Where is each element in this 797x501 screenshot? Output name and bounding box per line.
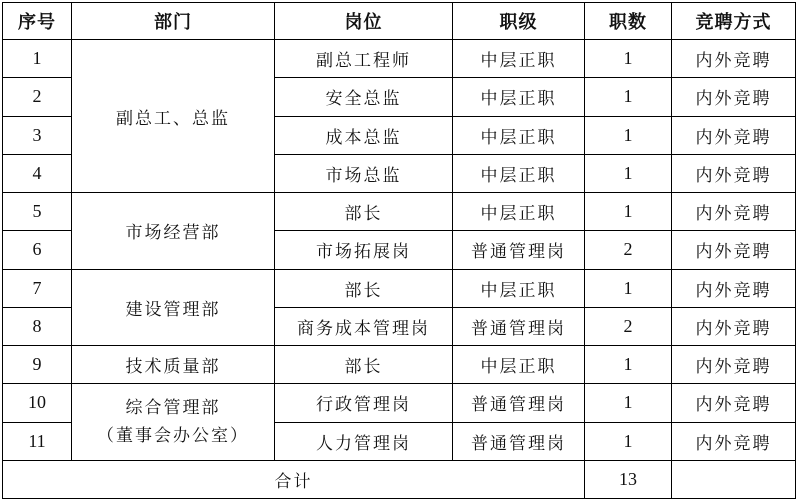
count-cell: 1 [585,269,672,307]
position-cell: 部长 [275,269,453,307]
position-cell: 部长 [275,346,453,384]
count-cell: 1 [585,346,672,384]
total-label: 合计 [3,460,585,498]
header-method: 竞聘方式 [672,3,796,40]
recruitment-table [2,2,796,499]
count-cell: 1 [585,422,672,460]
position-cell: 行政管理岗 [275,384,453,422]
level-cell: 中层正职 [453,116,585,154]
level-cell: 普通管理岗 [453,307,585,345]
table-header-row [3,3,796,40]
table-row [3,40,796,78]
table-row [3,346,796,384]
method-cell: 内外竞聘 [672,40,796,78]
table-row [3,269,796,307]
row-index: 7 [3,269,72,307]
method-cell: 内外竞聘 [672,307,796,345]
level-cell: 中层正职 [453,78,585,116]
header-index: 序号 [3,3,72,40]
row-index: 4 [3,154,72,192]
position-cell: 人力管理岗 [275,422,453,460]
department-name: 综合管理部 [125,398,221,418]
row-index: 2 [3,78,72,116]
level-cell: 中层正职 [453,269,585,307]
row-index: 3 [3,116,72,154]
count-cell: 1 [585,384,672,422]
position-cell: 部长 [275,193,453,231]
method-cell: 内外竞聘 [672,384,796,422]
table-row [3,193,796,231]
table-row [3,384,796,422]
count-cell: 1 [585,116,672,154]
position-cell: 安全总监 [275,78,453,116]
method-cell: 内外竞聘 [672,193,796,231]
row-index: 5 [3,193,72,231]
total-method-empty [672,460,796,498]
count-cell: 1 [585,78,672,116]
department-cell [72,384,275,461]
department-subtitle: （董事会办公室） [97,426,249,446]
level-cell: 普通管理岗 [453,231,585,269]
row-index: 11 [3,422,72,460]
position-cell: 市场拓展岗 [275,231,453,269]
header-position: 岗位 [275,3,453,40]
method-cell: 内外竞聘 [672,269,796,307]
method-cell: 内外竞聘 [672,78,796,116]
total-count: 13 [585,460,672,498]
level-cell: 中层正职 [453,346,585,384]
row-index: 8 [3,307,72,345]
header-level: 职级 [453,3,585,40]
department-cell: 副总工、总监 [72,40,275,193]
level-cell: 中层正职 [453,193,585,231]
method-cell: 内外竞聘 [672,231,796,269]
position-cell: 成本总监 [275,116,453,154]
method-cell: 内外竞聘 [672,422,796,460]
level-cell: 普通管理岗 [453,422,585,460]
department-cell: 技术质量部 [72,346,275,384]
department-cell: 市场经营部 [72,193,275,270]
count-cell: 1 [585,193,672,231]
level-cell: 中层正职 [453,154,585,192]
department-cell: 建设管理部 [72,269,275,346]
header-count: 职数 [585,3,672,40]
header-department: 部门 [72,3,275,40]
level-cell: 中层正职 [453,40,585,78]
total-row [3,460,796,498]
count-cell: 2 [585,231,672,269]
method-cell: 内外竞聘 [672,154,796,192]
position-cell: 商务成本管理岗 [275,307,453,345]
position-cell: 市场总监 [275,154,453,192]
method-cell: 内外竞聘 [672,346,796,384]
method-cell: 内外竞聘 [672,116,796,154]
row-index: 9 [3,346,72,384]
row-index: 10 [3,384,72,422]
row-index: 1 [3,40,72,78]
count-cell: 1 [585,40,672,78]
count-cell: 2 [585,307,672,345]
position-cell: 副总工程师 [275,40,453,78]
level-cell: 普通管理岗 [453,384,585,422]
row-index: 6 [3,231,72,269]
count-cell: 1 [585,154,672,192]
